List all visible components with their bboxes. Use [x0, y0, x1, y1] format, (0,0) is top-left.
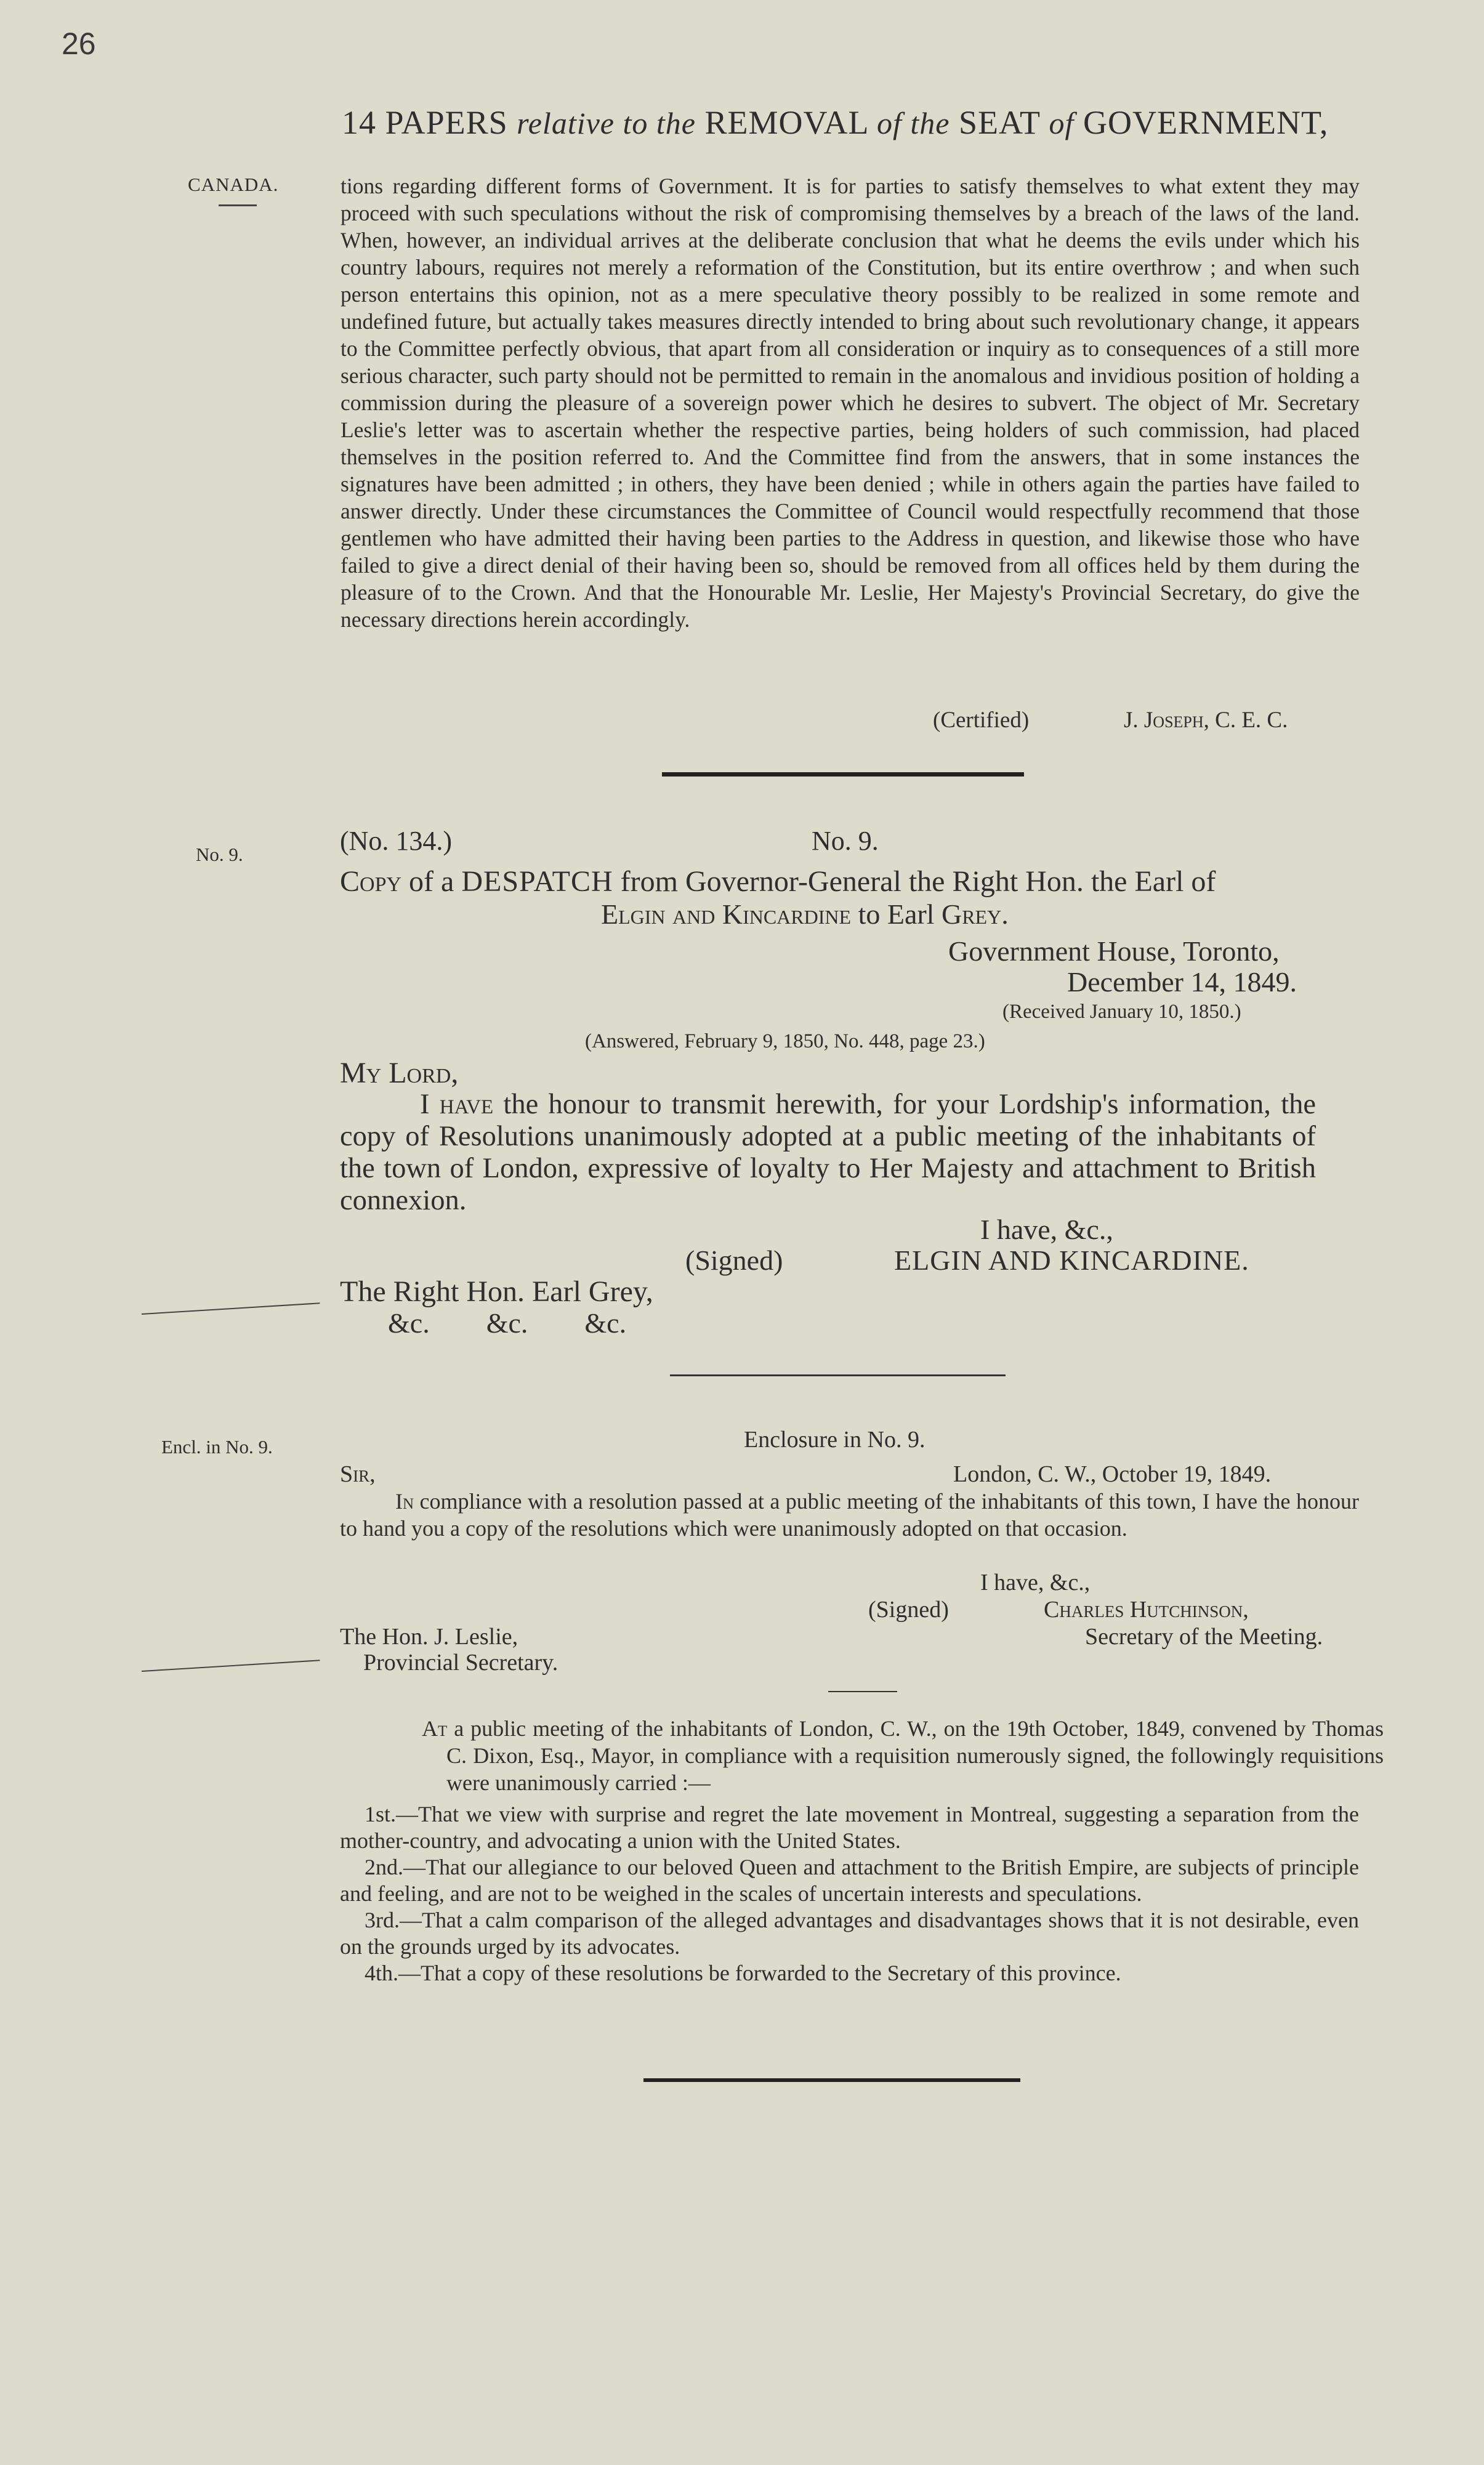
margin-note-canada: CANADA. [188, 174, 279, 195]
section-divider [643, 2078, 1020, 2082]
header-word: REMOVAL [704, 104, 868, 141]
despatch-reference: (No. 134.) [340, 826, 453, 856]
margin-rule [219, 204, 257, 206]
minute-signature: J. Joseph, C. E. C. [1124, 708, 1288, 733]
meeting-text: a public meeting of the inhabitants of London, C. W., on the 19th October, 1849, convened by Thomas C. Dixon, Esq., Mayor, in compliance with a requisition numerously signed, the followingly requisitions were unanimously carried :— [446, 1716, 1384, 1795]
enclosure-body-opening: In [395, 1489, 414, 1514]
margin-pointer-line [142, 1660, 320, 1672]
despatch-addressee: The Right Hon. Earl Grey, [340, 1275, 653, 1308]
header-italic: of [1049, 106, 1075, 140]
minute-paragraph: tions regarding different forms of Government. It is for parties to satisfy themselves to what extent they may proceed with such speculations without the risk of compromising themselves by a breach of the laws of the land. When, however, an individual arrives at the deliberate conclusion that what he deems the evils under which his country labours, requires not merely a reformation of the Constitution, but its entire overthrow ; and when such person entertains this opinion, not as a mere speculative theory possibly to be realized in some remote and undefined future, but actually takes measures directly intended to bring about such revolutionary change, it appears to the Committee perfectly obvious, that apart from all consideration or inquiry as to consequences of a still more serious character, such party should not be permitted to remain in the anomalous and invidious position of holding a commission during the pleasure of a sovereign power which he desires to subvert. The object of Mr. Secretary Leslie's letter was to ascertain whether the respective parties, being holders of such commission, had placed themselves in the position referred to. And the Committee find from the answers, that in some instances the signatures have been admitted ; in others, they have been denied ; while in others again the parties have failed to answer directly. Under these circumstances the Committee of Council would respectfully recommend that those gentlemen who have admitted their having been parties to the Address in question, and likewise those who have failed to give a direct denial of their having been so, should be removed from all offices held by them during the pleasure of to the Crown. And that the Honourable Mr. Leslie, Her Majesty's Provincial Secretary, do give the necessary directions herein accordingly. [341, 174, 1360, 632]
header-page-number: 14 [342, 104, 376, 141]
section-divider [662, 772, 1024, 777]
despatch-signed-label: (Signed) [685, 1245, 783, 1276]
meeting-opening: At [422, 1716, 448, 1741]
section-divider-thin [670, 1374, 1006, 1376]
despatch-body [340, 1089, 1316, 1217]
enclosure-salutation: Sir, [340, 1461, 376, 1487]
certified-label: (Certified) [933, 708, 1030, 733]
despatch-answered: (Answered, February 9, 1850, No. 448, page 23.) [585, 1030, 985, 1052]
header-word: PAPERS [385, 104, 508, 141]
resolution-item: 3rd.—That a calm comparison of the alleged advantages and disadvantages shows that it is not desirable, even on the grounds urged by its advocates. [340, 1908, 1359, 1959]
enclosure-body-text: compliance with a resolution passed at a public meeting of the inhabitants of this town, I have the honour to hand you a copy of the resolutions which were unanimously adopted on that occasion. [340, 1489, 1359, 1541]
despatch-place: Government House, Toronto, [948, 935, 1280, 967]
enclosure-place-date: London, C. W., October 19, 1849. [953, 1461, 1272, 1487]
margin-note-no9: No. 9. [196, 844, 243, 865]
header-word: SEAT [959, 104, 1041, 141]
page-number: 26 [62, 26, 96, 61]
header-word: GOVERNMENT, [1083, 104, 1329, 141]
running-header [342, 103, 1328, 142]
despatch-title [340, 865, 1216, 898]
despatch-received: (Received January 10, 1850.) [1002, 1001, 1241, 1023]
resolution-item: 2nd.—That our allegiance to our beloved Queen and attachment to the British Empire, are subjects of principle and feeling, and are not to be weighed in the scales of uncertain interests and speculations. [340, 1855, 1359, 1906]
enclosure-addressee: The Hon. J. Leslie, [340, 1624, 518, 1650]
despatch-body-text: the honour to transmit herewith, for your Lordship's information, the copy of Resolutions unanimously adopted at a public meeting of the inhabitants of the town of London, expressive of loyalty to Her Majesty and attachment to British connexion. [340, 1089, 1317, 1216]
despatch-title-part: to Earl [858, 898, 935, 930]
header-italic: relative to the [517, 106, 696, 140]
meeting-paragraph [422, 1715, 1384, 1796]
despatch-title-line2 [601, 898, 1009, 930]
header-italic: of the [877, 106, 950, 140]
despatch-title-word: DESPATCH [461, 865, 613, 898]
despatch-salutation: My Lord, [340, 1057, 459, 1089]
enclosure-closing: I have, &c., [980, 1570, 1091, 1596]
despatch-number: No. 9. [812, 826, 879, 856]
enclosure-heading: Enclosure in No. 9. [744, 1427, 925, 1453]
despatch-title-part: of a [409, 865, 454, 898]
despatch-title-elgin: Elgin and Kincardine [601, 898, 852, 930]
despatch-signer: ELGIN AND KINCARDINE. [894, 1245, 1249, 1276]
despatch-title-grey: Grey. [941, 898, 1009, 930]
despatch-title-part: from Governor-General the Right Hon. the Earl of [620, 865, 1216, 898]
despatch-etc: &c. &c. &c. [388, 1307, 627, 1339]
resolutions-list [340, 1801, 1359, 1987]
margin-note-enclosure: Encl. in No. 9. [161, 1436, 273, 1458]
despatch-date: December 14, 1849. [1067, 966, 1297, 998]
enclosure-addressee-title: Provincial Secretary. [363, 1650, 559, 1676]
resolution-item: 4th.—That a copy of these resolutions be forwarded to the Secretary of this province. [365, 1961, 1121, 1985]
resolution-item: 1st.—That we view with surprise and regret the late movement in Montreal, suggesting a separation from the mother-country, and advocating a union with the United States. [340, 1802, 1359, 1853]
short-divider [828, 1691, 897, 1692]
enclosure-body [340, 1488, 1359, 1542]
margin-pointer-line [142, 1302, 320, 1315]
enclosure-signer: Charles Hutchinson, [1044, 1597, 1249, 1623]
enclosure-signer-title: Secretary of the Meeting. [1085, 1624, 1323, 1650]
despatch-body-opening: I have [420, 1089, 494, 1120]
despatch-closing: I have, &c., [980, 1214, 1113, 1245]
enclosure-signed-label: (Signed) [868, 1597, 949, 1623]
despatch-title-copy: Copy [340, 865, 402, 898]
